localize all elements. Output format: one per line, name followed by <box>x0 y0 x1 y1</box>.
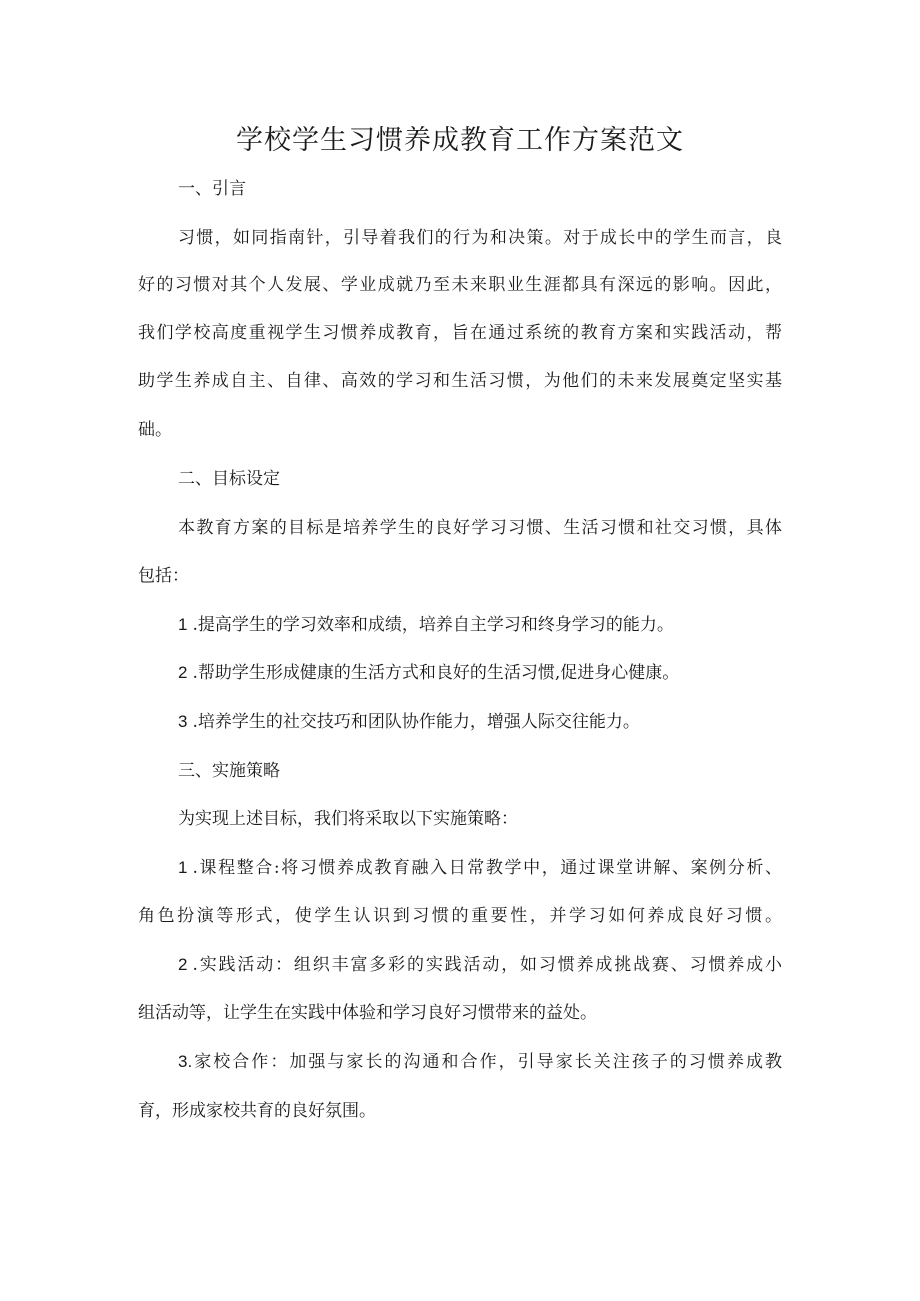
list-item <box>178 953 782 977</box>
list-item <box>178 710 640 734</box>
list-text: 培养学生的社交技巧和团队协作能力，增强人际交往能力。 <box>197 712 640 732</box>
list-text: 实践活动：组织丰富多彩的实践活动，如习惯养成挑战赛、习惯养成小 <box>197 955 782 975</box>
list-number: 2 <box>178 955 188 974</box>
list-dot: . <box>192 615 198 635</box>
list-number: 2 <box>178 663 188 682</box>
section-heading-strategy: 三、实施策略 <box>178 761 280 781</box>
list-dot: . <box>192 858 198 878</box>
list-item <box>178 613 674 637</box>
paragraph-line: 习惯，如同指南针，引导着我们的行为和决策。对于成长中的学生而言，良 <box>178 228 782 248</box>
list-text: 提高学生的学习效率和成绩，培养自主学习和终身学习的能力。 <box>197 615 674 635</box>
paragraph-line: 础。 <box>138 420 172 440</box>
list-dot: . <box>192 663 198 683</box>
list-text: 家校合作：加强与家长的沟通和合作，引导家长关注孩子的习惯养成教 <box>192 1052 782 1072</box>
list-text: 帮助学生形成健康的生活方式和良好的生活习惯,促进身心健康。 <box>197 663 680 683</box>
list-dot: . <box>192 712 198 732</box>
list-number: 1 <box>178 858 188 877</box>
list-text: 课程整合:将习惯养成教育融入日常教学中，通过课堂讲解、案例分析、 <box>197 858 782 878</box>
list-item <box>178 661 679 685</box>
paragraph-line: 育，形成家校共育的良好氛围。 <box>138 1101 376 1121</box>
list-number: 3. <box>178 1052 193 1071</box>
paragraph-line: 助学生养成自主、自律、高效的学习和生活习惯，为他们的未来发展奠定坚实基 <box>138 371 782 391</box>
list-dot: . <box>192 955 198 975</box>
paragraph-line: 本教育方案的目标是培养学生的良好学习习惯、生活习惯和社交习惯，具体 <box>178 518 782 538</box>
page-title: 学校学生习惯养成教育工作方案范文 <box>236 125 684 156</box>
list-item <box>178 856 782 880</box>
list-item <box>178 1050 782 1074</box>
paragraph-line: 组活动等，让学生在实践中体验和学习良好习惯带来的益处。 <box>138 1003 597 1023</box>
paragraph-line: 包括： <box>138 566 189 586</box>
paragraph-line: 我们学校高度重视学生习惯养成教育，旨在通过系统的教育方案和实践活动，帮 <box>138 323 782 343</box>
section-heading-goals: 二、目标设定 <box>178 469 280 489</box>
section-heading-introduction: 一、引言 <box>178 179 246 199</box>
paragraph-line: 角色扮演等形式，使学生认识到习惯的重要性，并学习如何养成良好习惯。 <box>138 906 782 926</box>
paragraph-line: 好的习惯对其个人发展、学业成就乃至未来职业生涯都具有深远的影响。因此， <box>138 275 782 295</box>
list-number: 3 <box>178 712 188 731</box>
list-number: 1 <box>178 615 188 634</box>
paragraph-line: 为实现上述目标，我们将采取以下实施策略： <box>178 809 518 829</box>
